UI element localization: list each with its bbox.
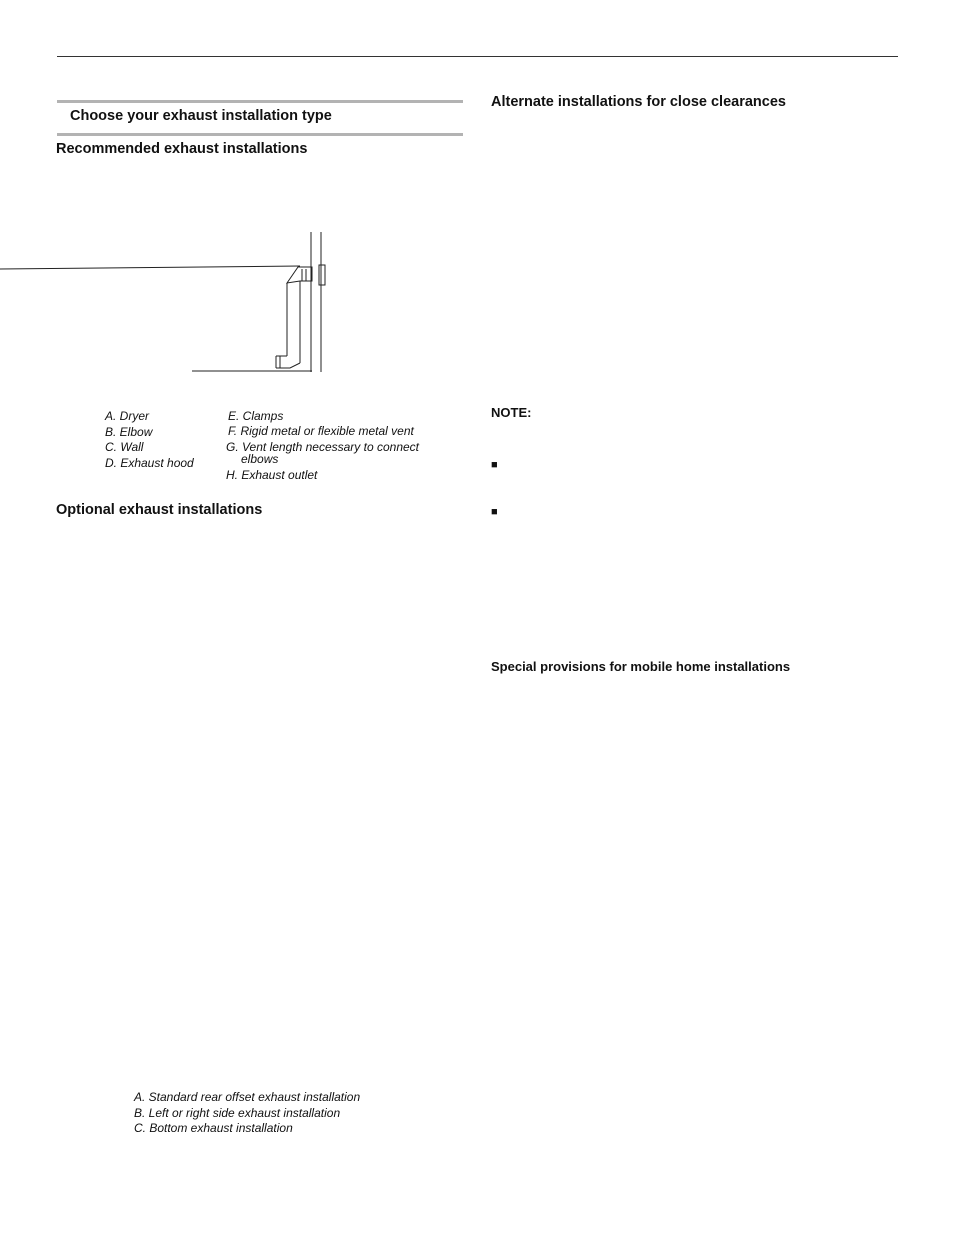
legend-item: A. Dryer <box>105 409 150 423</box>
bullet-marker: ■ <box>491 506 498 518</box>
legend-item: D. Exhaust hood <box>105 455 194 470</box>
legend-item: E. Clamps <box>228 409 284 423</box>
legend-item: C. Wall <box>105 440 144 454</box>
legend-item: G. Vent length necessary to connect <box>226 440 420 454</box>
recommended-heading: Recommended exhaust installations <box>56 141 308 157</box>
optional-legend <box>134 1090 360 1137</box>
alternate-heading: Alternate installations for close clearances <box>491 94 786 110</box>
section-title: Choose your exhaust installation type <box>70 108 332 124</box>
top-rule <box>57 56 898 57</box>
legend-item: H. Exhaust outlet <box>226 468 318 482</box>
legend-item: elbows <box>241 452 279 466</box>
bullet-marker: ■ <box>491 459 498 471</box>
legend-item: C. Bottom exhaust installation <box>134 1121 293 1135</box>
legend-item: B. Left or right side exhaust installation <box>134 1105 341 1120</box>
recommended-legend-col1 <box>105 409 194 471</box>
recommended-exhaust-diagram <box>0 225 340 380</box>
legend-item: F. Rigid metal or flexible metal vent <box>228 424 414 438</box>
optional-heading: Optional exhaust installations <box>56 502 263 518</box>
mobile-home-heading: Special provisions for mobile home installations <box>491 659 791 674</box>
note-label: NOTE: <box>491 405 532 420</box>
legend-item: B. Elbow <box>105 424 153 439</box>
legend-item: A. Standard rear offset exhaust installation <box>134 1090 361 1104</box>
